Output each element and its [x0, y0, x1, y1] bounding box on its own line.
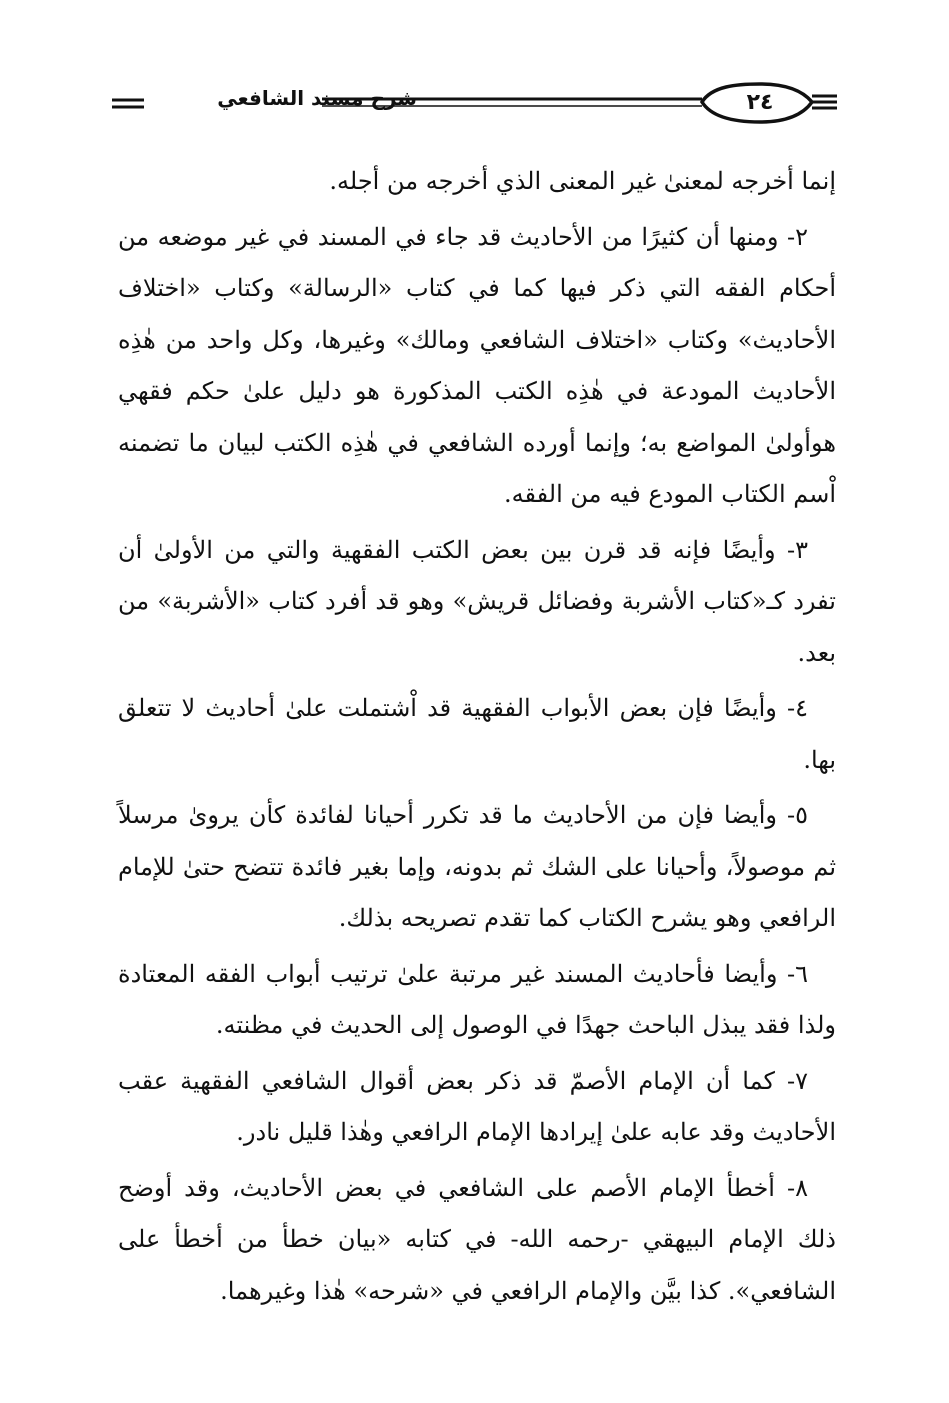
paragraph: ٥- وأيضا فإن من الأحاديث ما قد تكرر أحيانا لفائدة كأن يروىٰ مرسلاً ثم موصولاً، وأحيانا على الشك ثم بدونه، وإما بغير فائدة تتضح حتىٰ للإمام الرافعي وهو يشرح الكتاب كما تقدم تصريحه بذلك. [118, 801, 836, 932]
page-header [112, 80, 837, 128]
paragraph: ٤- وأيضًا فإن بعض الأبواب الفقهية قد اْشتملت علىٰ أحاديث لا تتعلق بها. [118, 694, 836, 774]
paragraph: ٢- ومنها أن كثيرًا من الأحاديث قد جاء في المسند في غير موضعه من أحكام الفقه التي ذكر فيها كما في كتاب «الرسالة» وكتاب «اختلاف الأحاديث» وكتاب «اختلاف الشافعي ومالك» وغيرها، وكل واحد من هٰذِه الأحاديث المودعة في هٰذِه الكتب المذكورة هو دليل علىٰ حكم فقهي هوأولىٰ المواضع به؛ وإنما أورده الشافعي في هٰذِه الكتب لبيان ما تضمنه اْسم الكتاب المودع فيه من الفقه. [118, 222, 836, 508]
running-title: شرح مسند الشافعي [217, 86, 417, 110]
paragraph: ٨- أخطأ الإمام الأصم على الشافعي في بعض الأحاديث، وقد أوضح ذلك الإمام البيهقي -رحمه الله- في كتابه «بيان خطأ من أخطأ على الشافعي». كذا بيَّن والإمام الرافعي في «شرحه» هٰذا وغيرهما. [118, 1173, 836, 1305]
paragraph: ٦- وأيضا فأحاديث المسند غير مرتبة علىٰ ترتيب أبواب الفقه المعتادة ولذا فقد يبذل الباحث جهدًا في الوصول إلى الحديث في مظنته. [118, 959, 836, 1039]
paragraph: ٣- وأيضًا فإنه قد قرن بين بعض الكتب الفقهية والتي من الأولىٰ أن تفرد كـ«كتاب الأشربة وفضائل قريش» وهو قد أفرد كتاب «الأشربة» من بعد. [118, 535, 836, 667]
page-number: ٢٤ [746, 90, 774, 115]
body-text [118, 156, 836, 1321]
paragraph: إنما أخرجه لمعنىٰ غير المعنى الذي أخرجه من أجله. [329, 167, 836, 195]
paragraph: ٧- كما أن الإمام الأصمّ قد ذكر بعض أقوال الشافعي الفقهية عقب الأحاديث وقد عابه علىٰ إيرادها الإمام الرافعي وهٰذا قليل نادر. [118, 1066, 836, 1146]
